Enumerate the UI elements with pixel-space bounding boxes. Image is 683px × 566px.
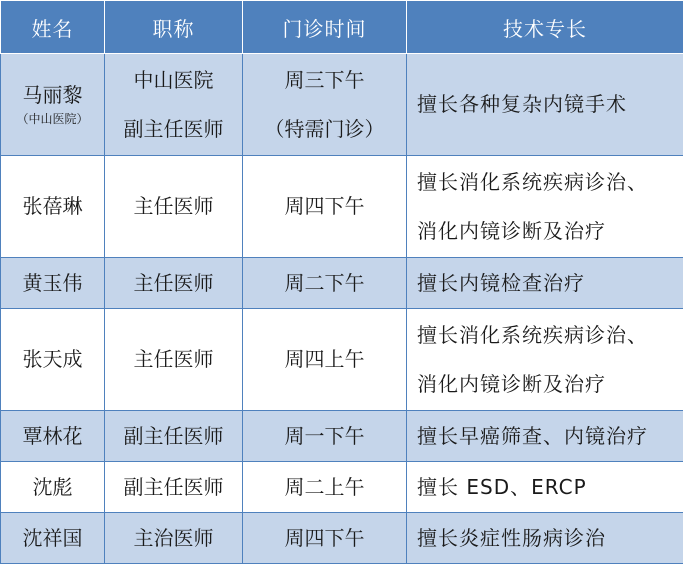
doctor-name-cell — [1, 462, 105, 513]
table-row — [1, 156, 683, 258]
doctor-title-line: 主任医师 — [133, 194, 214, 218]
doctor-title-line: 副主任医师 — [123, 474, 224, 499]
specialty-line: 擅长各种复杂内镜手术 — [417, 92, 627, 116]
specialty-cell — [407, 54, 683, 156]
doctor-name: 沈祥国 — [22, 525, 83, 550]
clinic-time-line: 周四下午 — [284, 194, 365, 218]
doctor-name: 马丽黎 — [22, 82, 83, 107]
clinic-time-cell — [243, 411, 407, 462]
clinic-time-cell — [243, 309, 407, 411]
doctor-title-line: 主任医师 — [133, 270, 214, 295]
table-row — [1, 411, 683, 462]
specialty-cell — [407, 513, 683, 564]
doctor-title-line: 主任医师 — [133, 347, 214, 371]
specialty-line: 擅长消化系统疾病诊治、 — [417, 169, 648, 194]
clinic-time-line: 周一下午 — [284, 423, 365, 448]
clinic-time-line: 周四上午 — [284, 347, 365, 371]
clinic-time-line: 周四下午 — [284, 525, 365, 550]
doctor-title-line: 主治医师 — [133, 525, 214, 550]
doctor-title-cell — [105, 156, 243, 258]
doctor-name: 黄玉伟 — [22, 270, 83, 295]
doctor-title-line: 中山医院 — [133, 67, 214, 92]
clinic-time-cell — [243, 156, 407, 258]
specialty-line: 擅长炎症性肠病诊治 — [417, 525, 606, 550]
specialty-line: 擅长 ESD、ERCP — [417, 474, 587, 499]
table-row — [1, 513, 683, 564]
doctor-name-cell — [1, 258, 105, 309]
clinic-time-cell — [243, 54, 407, 156]
table-row — [1, 258, 683, 309]
doctor-title-cell — [105, 411, 243, 462]
header-row — [1, 1, 683, 54]
doctor-title-cell — [105, 258, 243, 309]
table-row — [1, 54, 683, 156]
specialty-line: 消化内镜诊断及治疗 — [417, 218, 606, 243]
doctor-name-cell — [1, 513, 105, 564]
doctor-name: 张天成 — [22, 347, 83, 371]
doctor-name: 覃林花 — [22, 423, 83, 448]
doctor-name-cell — [1, 411, 105, 462]
specialty-line: 擅长消化系统疾病诊治、 — [417, 322, 648, 347]
doctor-title-cell — [105, 513, 243, 564]
doctor-title-line: 副主任医师 — [123, 423, 224, 448]
doctor-title-cell — [105, 309, 243, 411]
specialty-cell — [407, 258, 683, 309]
header-name: 姓名 — [1, 1, 105, 54]
header-title: 职称 — [105, 1, 243, 54]
specialty-cell — [407, 309, 683, 411]
specialty-line: 擅长内镜检查治疗 — [417, 270, 585, 295]
clinic-time-cell — [243, 462, 407, 513]
doctor-hospital: （中山医院） — [16, 111, 89, 126]
specialty-line: 消化内镜诊断及治疗 — [417, 371, 606, 396]
clinic-time-line: 周三下午 — [284, 67, 365, 92]
specialty-line: 擅长早癌筛查、内镜治疗 — [417, 423, 648, 448]
clinic-time-line: 周二下午 — [284, 270, 365, 295]
doctor-title-cell — [105, 54, 243, 156]
doctor-name-cell — [1, 309, 105, 411]
specialty-cell — [407, 462, 683, 513]
doctor-title-cell — [105, 462, 243, 513]
table-row — [1, 309, 683, 411]
doctor-title-line: 副主任医师 — [123, 116, 224, 141]
doctor-name-cell — [1, 156, 105, 258]
specialty-cell — [407, 156, 683, 258]
table-row — [1, 462, 683, 513]
header-specialty: 技术专长 — [407, 1, 683, 54]
clinic-time-cell — [243, 258, 407, 309]
doctor-name: 张蓓琳 — [22, 194, 83, 218]
doctor-name-cell — [1, 54, 105, 156]
clinic-time-line: 周二上午 — [284, 474, 365, 499]
clinic-time-line: （特需门诊） — [264, 116, 385, 141]
clinic-time-cell — [243, 513, 407, 564]
specialty-cell — [407, 411, 683, 462]
header-clinic-time: 门诊时间 — [243, 1, 407, 54]
doctor-name: 沈彪 — [32, 474, 73, 499]
